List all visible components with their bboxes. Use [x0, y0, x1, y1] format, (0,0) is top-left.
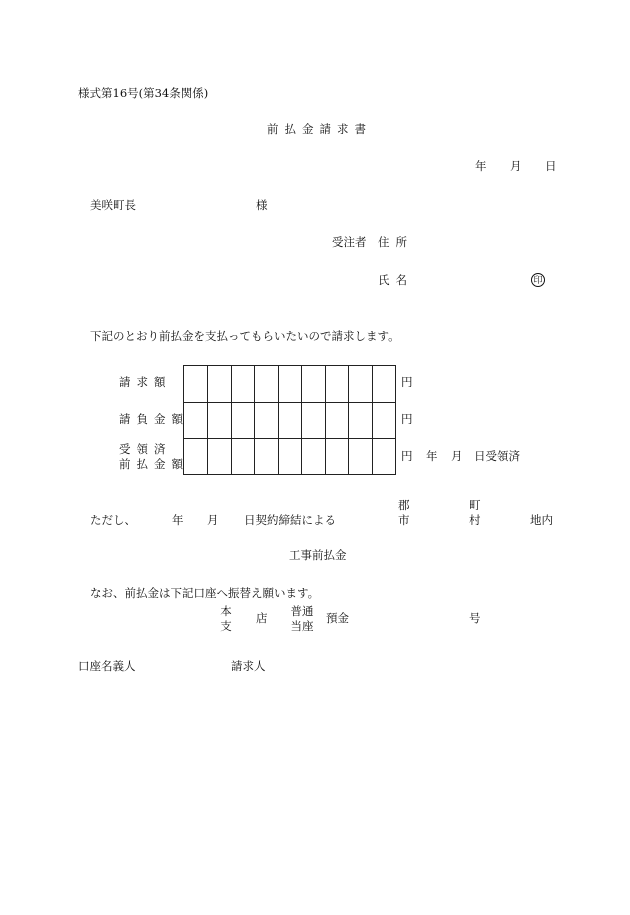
grid-column-divider	[231, 366, 232, 474]
bank-honten: 本	[220, 604, 232, 618]
document-title: 前払金請求書	[267, 122, 372, 136]
bank-shiten: 支	[220, 619, 232, 633]
grid-column-divider	[301, 366, 302, 474]
bank-ten: 店	[256, 611, 268, 625]
form-number: 様式第16号(第34条関係)	[78, 86, 209, 100]
proviso-month: 月	[207, 513, 219, 527]
contractor-name-label: 氏名	[378, 273, 413, 287]
date-day: 日	[545, 159, 557, 173]
bank-account-type	[288, 604, 316, 634]
grid-row-divider	[184, 438, 395, 439]
row-label-received-1: 受領済	[119, 442, 172, 456]
received-day: 日受領済	[474, 449, 520, 463]
unit-yen-received: 円	[401, 449, 413, 463]
contractor-role: 受注者	[332, 235, 367, 249]
date-month: 月	[510, 159, 522, 173]
account-holder-label: 口座名義人	[78, 659, 136, 673]
proviso-shi: 市	[398, 513, 410, 527]
proviso-gun: 郡	[398, 498, 410, 512]
unit-yen-claim: 円	[401, 375, 413, 389]
proviso-machi: 町	[469, 498, 481, 512]
contractor-address-label: 住所	[378, 235, 413, 249]
date-year: 年	[475, 159, 487, 173]
grid-column-divider	[207, 366, 208, 474]
proviso-chinai: 地内	[530, 513, 553, 527]
grid-column-divider	[278, 366, 279, 474]
grid-row-divider	[184, 402, 395, 403]
bank-toza: 当座	[290, 619, 314, 633]
unit-yen-contract: 円	[401, 412, 413, 426]
row-label-contract: 請負金額	[119, 412, 189, 426]
received-year: 年	[426, 449, 438, 463]
row-label-claim: 請求額	[119, 375, 172, 389]
grid-column-divider	[254, 366, 255, 474]
addressee-name: 美咲町長	[90, 198, 136, 212]
bank-go: 号	[469, 611, 481, 625]
proviso-contract: 日契約締結による	[244, 513, 336, 527]
row-label-received-2: 前払金額	[119, 457, 189, 471]
grid-column-divider	[348, 366, 349, 474]
claimant-label: 請求人	[231, 659, 266, 673]
bank-futsu: 普通	[290, 604, 314, 618]
bank-yokin: 預金	[326, 611, 349, 625]
transfer-note: なお、前払金は下記口座へ振替え願います。	[90, 586, 320, 600]
grid-column-divider	[325, 366, 326, 474]
intro-text: 下記のとおり前払金を支払ってもらいたいので請求します。	[90, 329, 400, 343]
amount-grid	[183, 365, 396, 475]
proviso-prefix: ただし、	[90, 513, 136, 527]
received-month: 月	[451, 449, 463, 463]
seal-icon: 印	[531, 273, 545, 287]
proviso-mura: 村	[469, 513, 481, 527]
bank-branch-type	[219, 604, 233, 634]
addressee-honorific: 様	[256, 198, 268, 212]
grid-column-divider	[372, 366, 373, 474]
proviso-year: 年	[172, 513, 184, 527]
work-name: 工事前払金	[289, 548, 347, 562]
